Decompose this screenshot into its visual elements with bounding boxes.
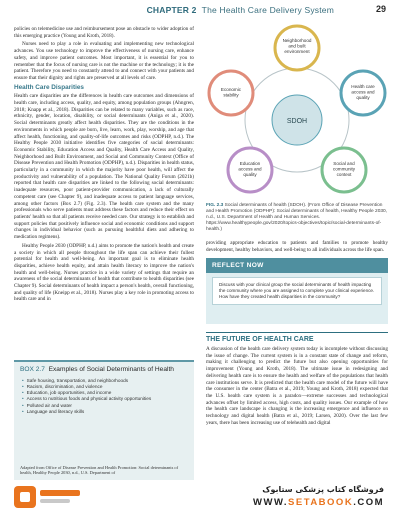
paragraph: providing appropriate education to patients and families to promote healthy development, healthy behaviors, and well-being to all individuals across the life span.: [206, 240, 388, 253]
list-item: • Language and literacy skills: [22, 409, 186, 415]
reflect-now-box: [206, 258, 388, 324]
left-column: [14, 26, 194, 305]
reflect-inner: [212, 277, 382, 305]
list-item: • Racism, discrimination, and violence: [22, 384, 186, 390]
list-item: • Education, job opportunities, and income: [22, 390, 186, 396]
segment-label: Neighborhood and built environment: [282, 38, 312, 54]
caption-text: Social determinants of health (SDOH). (From Office of Disease Prevention and Health Promotion (ODPHP): Social determinants of health, Healthy People 2030, n.d., U.S. Department of Health and Human Services. https://www.healthypeople.gov/2020/topics-objectives/topic/social-determinants-of-health.): [206, 203, 388, 233]
paragraph: Health care disparities are the differences in health care outcomes and dimensions of health care, including access, quality, and equity, among population groups (Ahngren, 2018; Knapp et al., 2018). Disparities can be related to many variables, such as race, ethnicity, gender, location, disability, or social determinants (Aniga et al., 2020). Social determinants greatly affect health disparities. They are the conditions in the environments in which people are born, live, learn, work, play, worship, and age that affect health, functioning, and quality-of-life outcomes and risks (ODPHP, n.d.). The Healthy People 2030 initiative identifies five categories of social determinants: Economic Stability, Education Access and Quality, Health Care Access and Quality, Neighborhood and Built Environment, and Social and Community Context (Office of Disease Prevention and Health Promotion (ODPHP), n.d.). Disparities in health status, particularly in a community in which the majority have poor health, will affect the productivity and vulnerability of a population. The National Quality Forum (2021b) reported that health care disparities are linked to the following social determinants: inadequate resources, poor patient-provider communication, a lack of culturally competent care (see Chapter 9), and inadequate access to patient language services, among other factors (Box 2.7) (Fig. 2.3). The health care system and the many professionals who serve patients must address these factors and reduce their effect on patients' health so that all patients receive needed care. Our strategy is to establish and support policies that positively influence social and economic conditions and support changes in individual behavior (such as pursuing healthful diets and adhering to medication regimens).: [14, 93, 194, 241]
paragraph: Healthy People 2030 (ODPHP, n.d.) aims to promote the nation's health and create a society in which all people throughout the life span can achieve their fullest potential for health and well-being. An important goal is to eliminate health disparities, achieve health equity, and attain health literacy to improve the nation's health and well-being. Nurses practice in a wide variety of settings that require an awareness of the social determinants of health that contribute to health disparities (see Chapter 9). Social determinants of health impact a person's health, overall functioning, and quality of life (Kneipp et al., 2018). Nurses play a key role in promoting access to health care and in: [14, 242, 194, 303]
setabook-logo-icon: [14, 484, 84, 510]
segment-label: Health care access and quality: [351, 84, 375, 100]
right-column-top: [206, 240, 388, 253]
box-2-7: [14, 360, 194, 480]
chapter-label: CHAPTER 2: [146, 5, 197, 15]
segment-health-care-access: [341, 71, 385, 115]
url-suffix: .COM: [353, 497, 384, 508]
segment-social-community: [322, 148, 366, 192]
box-source: Adapted from Office of Disease Prevention and Health Promotion: Social determinants of health, Healthy People 2030, n.d., U.S. Department of: [20, 464, 179, 476]
chapter-title: The Health Care Delivery System: [201, 5, 334, 15]
url-brand: SETABOOK: [288, 497, 354, 508]
center-label: SDOH: [286, 118, 308, 125]
paragraph: A discussion of the health care delivery system today is incomplete without discussing the issue of change. The current system is in a constant state of change and reform, making it challenging to predict the future but also opening opportunities for improvement (Young and Kroth, 2018). The ultimate issue in redesigning and delivering health care is to ensure the health and welfare of the populations that health care institutions serve. It is predicted that the health care model of the future will have the consumer in the center (Batra et al., 2019; Young and Kroth, 2018) expected that the U.S. health care system is a paradox—extreme successes and technological advances offset by limited access, high costs, and quality issues. Our example of how the health care landscape is changing is the increasing emergence and influence on technology and digital health (Batra et al., 2019; Larsen, 2020). Over the last few years, there has been increasing use of telehealth and digital: [206, 346, 388, 426]
watermark-persian: فروشگاه کتاب پزشکی ستابوک: [262, 485, 384, 494]
url-prefix: WWW.: [253, 497, 289, 508]
list-item: • Polluted air and water: [22, 403, 186, 409]
box-title-text: Examples of Social Determinants of Health: [48, 366, 174, 373]
sdoh-diagram: [206, 24, 388, 196]
segment-label: Education access and quality: [238, 161, 262, 177]
watermark-url: [253, 497, 384, 508]
box-list: [14, 376, 194, 418]
segment-label: Economic stability: [220, 87, 242, 98]
paragraph: policies on telemedicine use and reimbursement pose an obstacle to wider adoption of this emerging practice (Young and Kroth, 2018).: [14, 26, 194, 39]
caption-label: FIG. 2.3: [206, 203, 224, 208]
figure-caption: [206, 203, 388, 233]
reflect-text: Discuss with your clinical group the social determinants of health impacting the community where you are assigned to complete your clinical experience. How have they created health disparities in the community?: [219, 282, 375, 299]
paragraph: Nurses need to play a role in evaluating and implementing new technological advances. You use technology to improve the effectiveness of nursing care, enhance safety, and improve patient outcomes. Most important, it is essential for you to remember that the focus of nursing care is not the machine or the technology; it is the patient. Therefore you need to constantly attend to and connect with your patients and ensure that their dignity and rights are preserved at all levels of care.: [14, 41, 194, 81]
list-item: • Access to nutritious foods and physical activity opportunities: [22, 396, 186, 402]
box-number: BOX 2.7: [20, 366, 45, 373]
segment-economic: [209, 71, 253, 115]
segment-education: [228, 148, 272, 192]
section-heading: THE FUTURE OF HEALTH CARE: [206, 332, 388, 343]
segment-label: Social and community context: [332, 161, 356, 177]
page-number: 29: [375, 4, 386, 14]
section-heading: Health Care Disparities: [14, 83, 84, 91]
segment-neighborhood: [275, 26, 319, 70]
box-title: [14, 362, 194, 376]
list-item: • Safe housing, transportation, and neighborhoods: [22, 378, 186, 384]
page-header: [0, 0, 400, 22]
publisher-watermark: [14, 484, 386, 510]
right-column-bottom: [206, 346, 388, 470]
sdoh-figure: [206, 24, 388, 196]
running-head: [147, 5, 334, 15]
reflect-heading: REFLECT NOW: [206, 258, 388, 273]
